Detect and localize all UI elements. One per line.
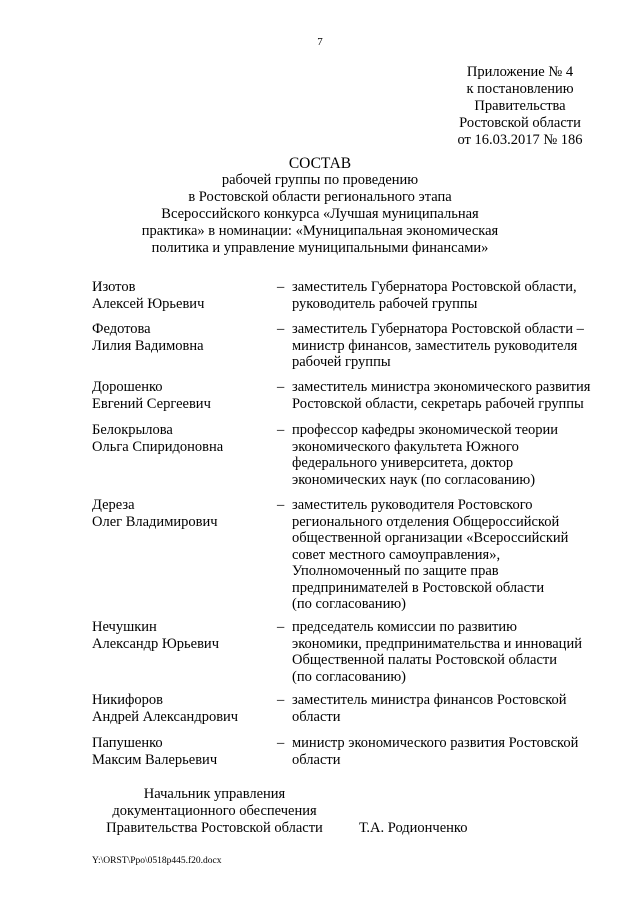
role-line: Ростовской области, секретарь рабочей группы: [292, 395, 584, 412]
member-dash: –: [277, 619, 285, 635]
signatory-position: [92, 786, 337, 837]
member-dash: –: [277, 321, 285, 337]
signatory-name: Т.А. Родионченко: [359, 820, 468, 836]
title-line: Всероссийского конкурса «Лучшая муниципальная: [161, 206, 479, 222]
title-line: политика и управление муниципальными финансами»: [151, 240, 489, 256]
member-surname: Нечушкин: [92, 619, 157, 635]
appendix-line: к постановлению: [466, 81, 574, 97]
member-dash: –: [277, 279, 285, 295]
page-number: 7: [317, 36, 323, 48]
title-heading: СОСТАВ: [288, 155, 352, 172]
role-line: регионального отделения Общероссийской: [292, 513, 560, 530]
member-given-name: Евгений Сергеевич: [92, 395, 211, 412]
member-surname: Дорошенко: [92, 379, 163, 395]
member-role: [292, 692, 610, 725]
member-surname: Дереза: [92, 497, 135, 513]
member-surname: Никифоров: [92, 692, 164, 708]
role-line: (по согласованию): [292, 596, 406, 612]
member-dash: –: [277, 497, 285, 513]
title-line: рабочей группы по проведению: [221, 172, 419, 188]
appendix-line: Правительства: [474, 98, 566, 114]
role-line: заместитель Губернатора Ростовской области,: [292, 279, 577, 295]
member-given-name: Алексей Юрьевич: [92, 295, 205, 312]
member-given-name: Ольга Спиридоновна: [92, 438, 224, 455]
member-surname: Белокрылова: [92, 422, 173, 438]
member-role: [292, 619, 610, 685]
member-given-name: Максим Валерьевич: [92, 751, 218, 768]
member-dash: –: [277, 379, 285, 395]
member-role: [292, 497, 610, 613]
title-line: в Ростовской области регионального этапа: [188, 189, 452, 205]
file-path-footer: Y:\ORST\Ppo\0518p445.f20.docx: [92, 856, 222, 866]
member-name: [92, 422, 272, 455]
member-name: [92, 321, 272, 354]
member-surname: Изотов: [92, 279, 136, 295]
member-name: [92, 379, 272, 412]
member-given-name: Олег Владимирович: [92, 513, 218, 530]
position-line: документационного обеспечения: [112, 803, 317, 819]
member-name: [92, 692, 272, 725]
role-line: заместитель министра финансов Ростовской: [292, 692, 567, 708]
appendix-line: Ростовской области: [459, 115, 581, 131]
role-line: Уполномоченный по защите прав: [292, 563, 499, 579]
role-line: экономических наук (по согласованию): [292, 471, 536, 488]
role-line: предпринимателей в Ростовской области: [292, 579, 545, 596]
role-line: экономики, предпринимательства и инноваций: [292, 635, 582, 652]
position-line: Правительства Ростовской области: [106, 820, 323, 836]
member-name: [92, 619, 272, 652]
appendix-line: от 16.03.2017 № 186: [457, 132, 583, 148]
role-line: совет местного самоуправления»,: [292, 546, 501, 563]
role-line: заместитель Губернатора Ростовской области –: [292, 321, 584, 337]
member-dash: –: [277, 692, 285, 708]
member-role: [292, 279, 610, 312]
title-line: практика» в номинации: «Муниципальная экономическая: [141, 223, 499, 239]
member-name: [92, 735, 272, 768]
position-line: Начальник управления: [143, 786, 286, 802]
role-line: общественной организации «Всероссийский: [292, 530, 569, 546]
document-title: [110, 155, 530, 257]
role-line: председатель комиссии по развитию: [292, 619, 517, 635]
member-name: [92, 279, 272, 312]
role-line: федерального университета, доктор: [292, 455, 514, 471]
role-line: руководитель рабочей группы: [292, 295, 478, 312]
role-line: заместитель министра экономического развития: [292, 379, 591, 395]
member-surname: Папушенко: [92, 735, 163, 751]
role-line: области: [292, 708, 341, 725]
role-line: Общественной палаты Ростовской области: [292, 652, 558, 668]
member-given-name: Александр Юрьевич: [92, 635, 219, 652]
role-line: профессор кафедры экономической теории: [292, 422, 559, 438]
role-line: области: [292, 751, 341, 768]
role-line: экономического факультета Южного: [292, 438, 519, 455]
member-dash: –: [277, 735, 285, 751]
role-line: министр экономического развития Ростовской: [292, 735, 579, 751]
role-line: (по согласованию): [292, 668, 406, 685]
appendix-header: [425, 64, 615, 149]
member-dash: –: [277, 422, 285, 438]
appendix-line: Приложение № 4: [466, 64, 574, 80]
member-role: [292, 321, 610, 371]
role-line: министр финансов, заместитель руководителя: [292, 337, 578, 354]
member-given-name: Андрей Александрович: [92, 708, 239, 725]
member-role: [292, 379, 610, 412]
role-line: рабочей группы: [292, 354, 391, 370]
role-line: заместитель руководителя Ростовского: [292, 497, 533, 513]
member-role: [292, 422, 610, 488]
member-role: [292, 735, 610, 768]
member-name: [92, 497, 272, 530]
member-surname: Федотова: [92, 321, 151, 337]
member-given-name: Лилия Вадимовна: [92, 337, 204, 354]
